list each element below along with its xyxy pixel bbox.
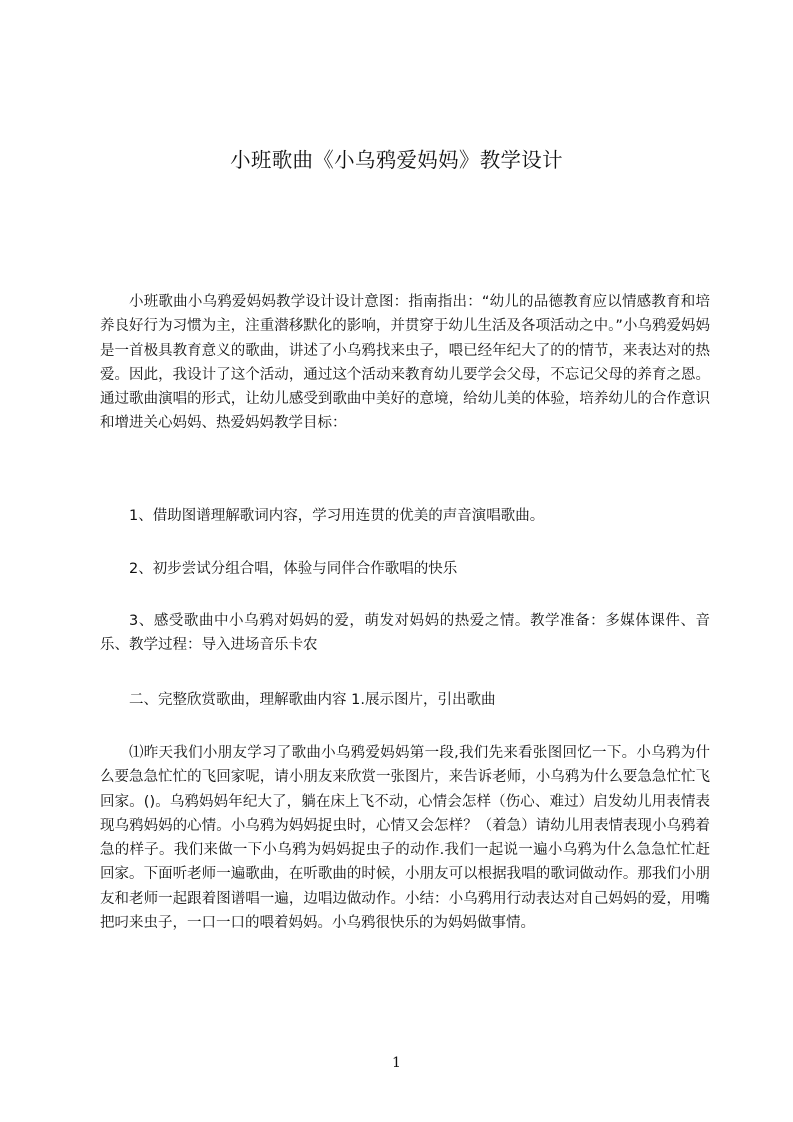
document-title: 小班歌曲《小乌鸦爱妈妈》教学设计 — [230, 148, 563, 172]
intro-paragraph: 小班歌曲小乌鸦爱妈妈教学设计设计意图：指南指出：“幼儿的品德教育应以情感教育和培养良好行为习惯为主，注重潜移默化的影响，并贯穿于幼儿生活及各项活动之中。”小乌鸦爱妈妈是一首极具教育意义的歌曲，讲述了小乌鸦找来虫子，喂已经年纪大了的的情节，来表达对的热爱。因此，我设计了这个活动，通过这个活动来教育幼儿要学会父母，不忘记父母的养育之恩。通过歌曲演唱的形式，让幼儿感受到歌曲中美好的意境，给幼儿美的体验，培养幼儿的合作意识和增进关心妈妈、热爱妈妈教学目标： — [100, 294, 710, 432]
section-2-heading: 二、完整欣赏歌曲，理解歌曲内容 1.展示图片，引出歌曲 — [129, 692, 496, 708]
page-number: 1 — [392, 1055, 401, 1071]
steps-paragraph: ⑴昨天我们小朋友学习了歌曲小乌鸦爱妈妈第一段,我们先来看张图回忆一下。小乌鸦为什么要急急忙忙的飞回家呢，请小朋友来欣赏一张图片，来告诉老师，小乌鸦为什么要急急忙忙飞回家。()。乌鸦妈妈年纪大了，躺在床上飞不动，心情会怎样（伤心、难过）启发幼儿用表情表现乌鸦妈妈的心情。小乌鸦为妈妈捉虫时，心情又会怎样？（着急）请幼儿用表情表现小乌鸦着急的样子。我们来做一下小乌鸦为妈妈捉虫子的动作.我们一起说一遍小乌鸦为什么急急忙忙赶回家。下面听老师一遍歌曲，在听歌曲的时候，小朋友可以根据我唱的歌词做动作。那我们小朋友和老师一起跟着图谱唱一遍，边唱边做动作。小结：小乌鸦用行动表达对自己妈妈的爱，用嘴把叼来虫子，一口一口的喂着妈妈。小乌鸦很快乐的为妈妈做事情。 — [100, 745, 710, 932]
goal-3-paragraph: 3、感受歌曲中小乌鸦对妈妈的爱，萌发对妈妈的热爱之情。教学准备：多媒体课件、音乐、教学过程：导入进场音乐卡农 — [100, 613, 710, 654]
goal-1-paragraph: 1、借助图谱理解歌词内容，学习用连贯的优美的声音演唱歌曲。 — [129, 508, 545, 524]
goal-2-paragraph: 2、初步尝试分组合唱，体验与同伴合作歌唱的快乐 — [129, 561, 458, 577]
